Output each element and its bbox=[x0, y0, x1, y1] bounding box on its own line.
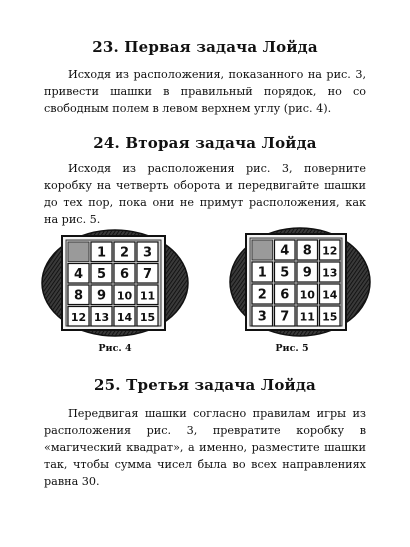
tile-number: 11 bbox=[139, 289, 156, 303]
figure-4-puzzle-box bbox=[40, 228, 190, 338]
tile-number: 3 bbox=[257, 309, 267, 325]
tile-number: 3 bbox=[142, 245, 153, 261]
tile-number: 14 bbox=[322, 288, 338, 302]
tile-number: 12 bbox=[322, 244, 338, 258]
tile-number: 15 bbox=[139, 310, 156, 324]
tile-number: 9 bbox=[302, 265, 312, 281]
empty-cell bbox=[68, 242, 89, 262]
tile-number: 1 bbox=[96, 245, 107, 261]
heading-problem-23: 23. Первая задача Лойда bbox=[92, 38, 318, 56]
tile-number: 1 bbox=[257, 265, 267, 281]
tile-number: 13 bbox=[93, 310, 110, 324]
tile-number: 12 bbox=[70, 310, 87, 324]
tile-number: 8 bbox=[73, 288, 84, 304]
tile-number: 8 bbox=[302, 243, 312, 259]
tile-number: 7 bbox=[142, 266, 153, 282]
tile-number: 14 bbox=[116, 310, 133, 324]
tile-number: 15 bbox=[322, 310, 338, 324]
paragraph-problem-23: Исходя из расположения, показанного на рис. 3, привести шашки в правильный порядок, но со свободным полем в левом верхнем углу (рис. 4). bbox=[44, 68, 366, 115]
heading-problem-25: 25. Третья задача Лойда bbox=[94, 376, 316, 394]
tile-number: 13 bbox=[322, 266, 338, 280]
heading-problem-24: 24. Вторая задача Лойда bbox=[93, 134, 317, 152]
tile-number: 9 bbox=[96, 288, 107, 304]
figure-5-puzzle-box bbox=[226, 226, 374, 338]
tile-number: 4 bbox=[73, 266, 84, 282]
tile-number: 10 bbox=[116, 289, 133, 303]
empty-cell bbox=[252, 240, 273, 260]
tile-number: 2 bbox=[119, 245, 130, 261]
tile-number: 5 bbox=[280, 265, 290, 281]
tile-number: 7 bbox=[280, 309, 290, 325]
tile-number: 11 bbox=[299, 310, 315, 324]
paragraph-problem-25: Передвигая шашки согласно правилам игры из расположения рис. 3, превратите коробку в «магический квадрат», а именно, разместите шашки так, чтобы сумма чисел была во всех направлениях равна 30. bbox=[44, 407, 366, 488]
paragraph-problem-24: Исходя из расположения рис. 3, поверните коробку на четверть оборота и передвигайте шашки до тех пор, пока они не примут расположения, как на рис. 5. bbox=[44, 162, 366, 226]
figure-4-caption: Рис. 4 bbox=[98, 343, 132, 354]
tile-number: 5 bbox=[96, 266, 107, 282]
tile-number: 4 bbox=[280, 243, 290, 259]
tile-number: 6 bbox=[280, 287, 290, 303]
tile-number: 10 bbox=[299, 288, 315, 302]
tile-number: 2 bbox=[257, 287, 267, 303]
tile-number: 6 bbox=[119, 266, 130, 282]
figure-5-caption: Рис. 5 bbox=[275, 343, 309, 354]
